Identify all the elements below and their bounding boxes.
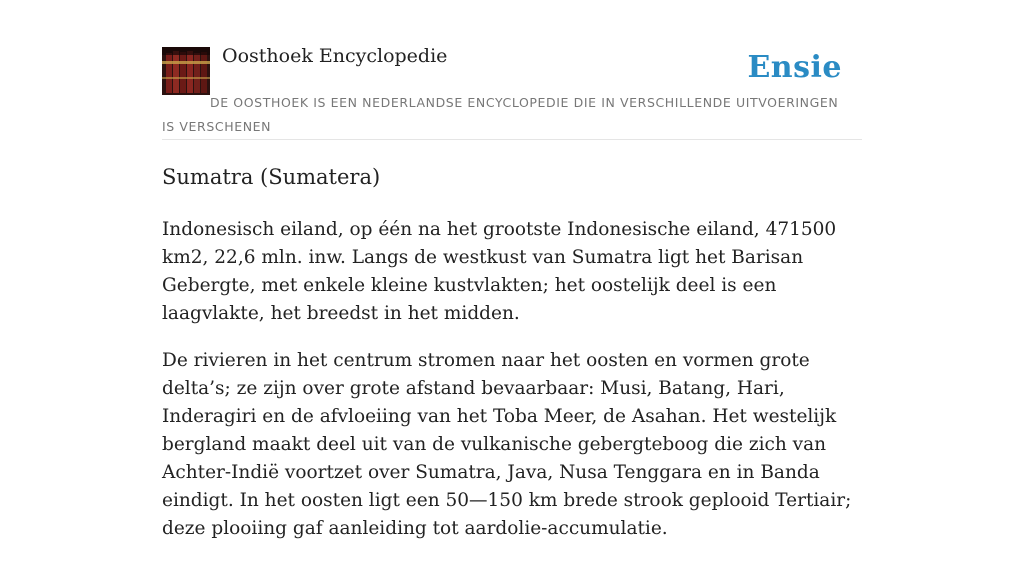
site-name[interactable]: Oosthoek Encyclopedie [222,45,448,67]
encyclopedia-books-icon [162,47,210,95]
article-body [162,216,867,562]
site-tagline: DE OOSTHOEK IS EEN NEDERLANDSE ENCYCLOPEDIE DIE IN VERSCHILLENDE UITVOERINGEN IS VERSCHENEN [162,95,839,134]
site-header [162,0,862,140]
article-title: Sumatra (Sumatera) [162,165,381,189]
article-paragraph: De rivieren in het centrum stromen naar het oosten en vormen grote delta’s; ze zijn over grote afstand bevaarbaar: Musi, Batang, Hari, Inderagiri en de afvloeiing van het Toba Meer, de Asahan. Het westelijk bergland maakt deel uit van de vulkanische gebergteboog die zich van Achter-Indië voortzet over Sumatra, Java, Nusa Tenggara en in Banda eindigt. In het oosten ligt een 50—150 km brede strook geplooid Tertiair; deze plooiing gaf aanleiding tot aardolie-accumulatie. [162,350,852,539]
avatar[interactable] [162,47,210,95]
content-container [162,0,862,539]
article-paragraph: Indonesisch eiland, op één na het grootste Indonesische eiland, 471500 km2, 22,6 mln. inw. Langs de westkust van Sumatra ligt het Barisan Gebergte, met enkele kleine kustvlakten; het oostelijk deel is een laagvlakte, het breedst in het midden. [162,219,837,324]
ensie-logo[interactable]: Ensie [747,50,842,85]
